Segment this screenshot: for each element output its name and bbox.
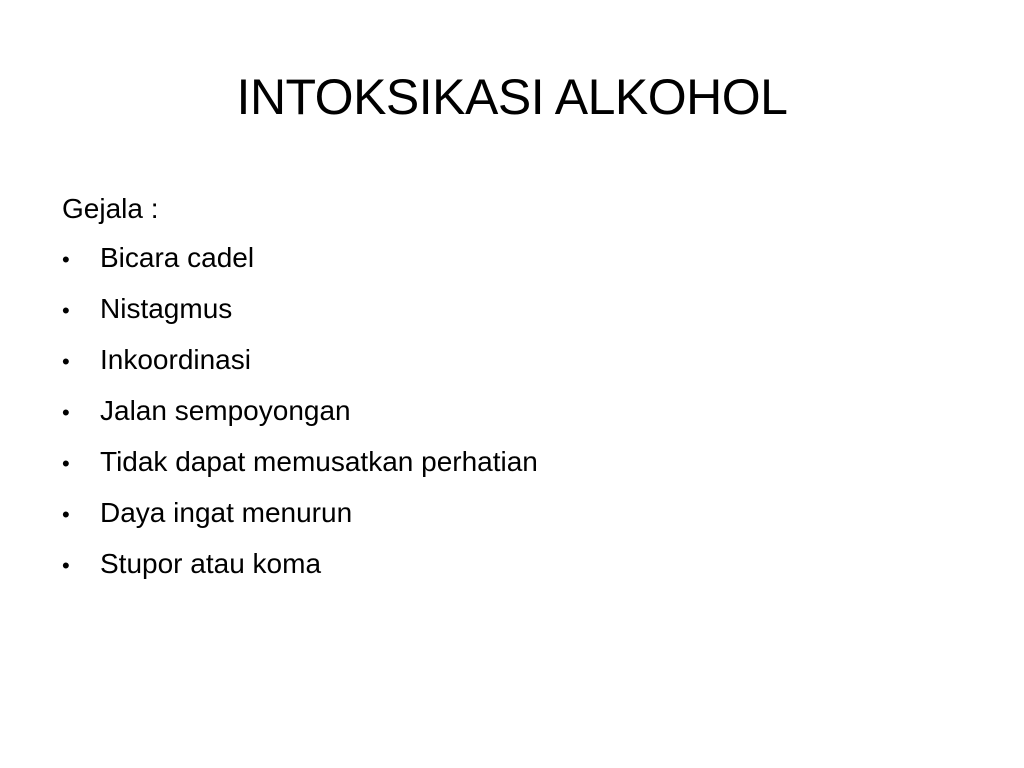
list-item [62,539,962,590]
list-item [62,284,962,335]
slide-content [62,184,962,590]
list-item [62,386,962,437]
list-item [62,335,962,386]
list-item [62,437,962,488]
slide-title: INTOKSIKASI ALKOHOL [236,69,788,125]
list-item-text: Inkoordinasi [100,344,251,375]
list-item [62,488,962,539]
list-item-text: Bicara cadel [100,242,255,273]
list-item-text: Daya ingat menurun [100,497,353,528]
bullet-icon: • [62,451,70,476]
bullet-icon: • [62,553,70,578]
symptom-list [62,233,962,590]
bullet-icon: • [62,247,70,272]
list-item-text: Tidak dapat memusatkan perhatian [100,446,538,477]
bullet-icon: • [62,400,70,425]
list-item [62,233,962,284]
bullet-icon: • [62,502,70,527]
list-item-text: Jalan sempoyongan [100,395,351,426]
list-item-text: Stupor atau koma [100,548,322,579]
bullet-icon: • [62,298,70,323]
list-item-text: Nistagmus [100,293,233,324]
bullet-icon: • [62,349,70,374]
intro-text: Gejala : [62,193,159,224]
